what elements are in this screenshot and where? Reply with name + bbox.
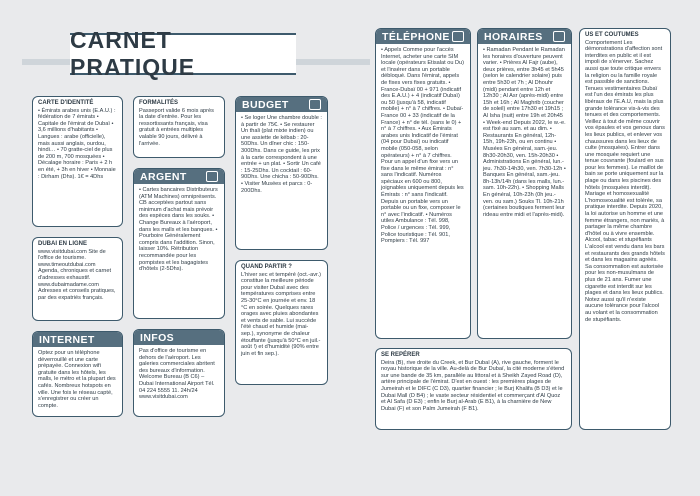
money-text: • Cartes bancaires Distributeurs (ATM Machines) omniprésents. CB acceptées partout sans minimum d'achat mais prévoir des espèces dans les souks. • Change Bureaux à l'aéroport, dans les malls et les banques. • Pourboire Généralement compris dans l'addition. Sinon, laisser 10%. Rétribution recommandée pour les pompistes et les bagagistes d'hôtels (2-5Dhs).	[139, 187, 218, 273]
budget-box	[235, 96, 328, 250]
money-box	[133, 168, 225, 319]
customs-title: US ET COUTUMES	[585, 32, 639, 38]
telephone-header	[376, 29, 470, 44]
info-header	[134, 330, 224, 345]
page-title	[70, 27, 296, 80]
identity-card-box	[32, 96, 123, 227]
money-title: ARGENT	[140, 170, 187, 183]
formalities-title: FORMALITÉS	[139, 100, 178, 106]
telephone-box	[375, 28, 471, 339]
identity-text: • Émirats arabes unis (E.A.U.) : fédération de 7 émirats • Capitale de l'émirat de Dubaï • 3,6 millions d'habitants • Langues : arabe (officielle), mais aussi anglais, ourdou, hindi… • 70 gratte-ciel de plus de 200 m, 700 mosquées • Décalage horaire : Paris + 2 h en été, + 3h en hiver • Monnaie : Dirham (Dhs). 1€ = 4Dhs	[38, 107, 116, 180]
online-text: www.visitdubai.com Site de l'office de tourisme. www.timeoutdubai.com Agenda, chroniques et carnet d'adresses exhaustif. www.dubaimadame.com Adresses et conseils pratiques, par des expatriés français.	[38, 248, 116, 301]
budget-text: • Se loger Une chambre double : à partir de 75€. • Se restaurer Un thali (plat mixte indien) ou une assiette de kébab : 20-50Dhs. Un dîner chic : 150-300Dhs. Dans ce guide, les prix à la carte correspondent à une entrée + un plat. • Sortir Un café : 15-25Dhs. Un cocktail : 60-90Dhs. Une chicha : 50-90Dhs. • Visiter Musées et parcs : 0-200Dhs.	[241, 115, 322, 194]
orientation-title: SE REPÉRER	[381, 352, 420, 358]
internet-box	[32, 331, 123, 417]
hours-title: HORAIRES	[484, 30, 543, 43]
page-title-text: CARNET PRATIQUE	[70, 27, 196, 80]
when-to-go-text: L'hiver sec et tempéré (oct.-avr.) constitue la meilleure période pour visiter Dubaï avec des températures comprises entre 25-30°C en journée et env. 18 °C en soirée. Quelques rares orages avec pluies abondantes et vents de sable. Lui succède l'été chaud et humide (mai-sep.), synonyme de chaleur étouffante (jusqu'à 50°C en juil.-août !) et d'humidité (90% entre juin et fin sep.).	[241, 271, 322, 357]
telephone-title: TÉLÉPHONE	[382, 30, 450, 43]
internet-text: Optez pour un téléphone déverrouillé et une carte prépayée. Connexion wifi gratuite dans les hôtels, les malls, le métro et la plupart des cafés. Nombreux hotspots en ville. Une fois le réseau capté, s'enregistrer ou créer un compte.	[38, 350, 116, 409]
customs-text: Comportement Les démonstrations d'affection sont interdites en public et il est impoli de s'énerver. Sachez aussi que toute critique envers la religion ou la famille royale est passible de sanctions. Tenues vestimentaires Dubaï est l'un des émirats les plus libéraux de l'E.A.U, mais la plus grande tolérance vis-à-vis des tenues et des comportements. Veillez à tout de même couvrir vos épaules et vos genoux dans les lieux publics, et enlever vos chaussures dans les lieux de culte (mosquées). Entrer dans une mosquée requiert une tenue couvrante (foulard en sus pour les femmes). Le maillot de bain se porte uniquement sur la plage ou dans les piscines des hôtels (mosquées interdit). Mariage et homosexualité L'homosexualité est tolérée, sa pratique interdite. Depuis 2020, la loi autorise un homme et une femme étrangers, non mariés, à partager la même chambre d'hôtel ou à vivre ensemble. Alcool, tabac et stupéfiants L'alcool est vendu dans les bars et restaurants des grands hôtels et dans les magasins agréés. Sa consommation est autorisée pour les non-musulmans de plus de 21 ans. Fumer une cigarette est interdit sur les plages et dans les lieux publics. Notez aussi qu'il n'existe aucune tolérance pour l'alcool au volant et la consommation de stupéfiants.	[585, 39, 665, 323]
internet-header	[33, 332, 122, 347]
online-box	[32, 237, 123, 321]
customs-box	[579, 28, 671, 430]
wallet-icon	[206, 171, 218, 182]
piggy-bank-icon	[309, 99, 321, 110]
formalities-text: Passeport valide 6 mois après la date d'entrée. Pour les ressortissants français, visa gratuit à entrées multiples valable 90 jours, délivré à l'arrivée.	[139, 107, 214, 147]
when-to-go-title: QUAND PARTIR ?	[241, 264, 292, 270]
phone-icon	[452, 31, 464, 42]
hours-text: • Ramadan Pendant le Ramadan les horaires d'ouverture peuvent varier. • Prières Al Fajr (aube), deux prières, entre 3h45 et 5h45 (selon le calendrier solaire) puis entre 5h30 et 7h ; Al Dhouhr (midi) pendant entre 12h et 12h30 ; Al Asr (après-midi) entre 15h et 16h ; Al Maghrib (coucher de soleil) entre 17h30 et 19h15 ; Al Isha (nuit) entre 19h et 20h45 • Week-end Depuis 2022, le w.-e. est fixé au sam. et au dim. • Restaurants En général, 12h-15h, 19h-23h, ou en continu • Musées En général, sam.-jeu. 8h30-20h30, ven. 15h-20h30 • Administrations En général, lun.-jeu. 7h30-14h30, ven. 7h30-12h • Banques En général, sam.-jeu. 8h-13h/14h (dans les malls, lun.-sam. 10h-22h). • Shopping Malls En général, 10h-23h (0h jeu.-ven. ou sam.) Souks Tl. 10h-21h (certaines boutiques ferment leur rideau entre midi et l'après-midi).	[483, 47, 566, 218]
telephone-text: • Appels Comme pour l'accès Internet, acheter une carte SIM locale (opérateurs Etisalat ou Du) et l'insérer dans un portable débloqué. Dans l'émirat, appels de fixes vers fixes gratuits. • France-Dubaï 00 + 971 (indicatif des E.A.U.) + 4 (indicatif Dubaï) ou 50 (jusqu'à 58, indicatif mobile) + n° à 7 chiffres. • Dubaï-France 00 + 33 (indicatif de la France) + n° de tél. (sans le 0) + n° à 7 chiffres. • Aux Émirats arabes unis Indicatif de l'émirat (04 pour Dubaï) ou indicatif mobile (050-058, selon opérateurs) + n° à 7 chiffres. Pour un appel d'un fixe vers un fixe dans le même émirat : n° sans l'indicatif. Numéros spéciaux en 600 ou 800, joignables uniquement depuis les Émirats : n° sans l'indicatif. Depuis un portable vers un portable ou un fixe, composer le n° avec l'indicatif. • Numéros utiles Ambulance : Tél. 998, Police / urgences : Tél. 999, Police touristique : Tél. 901, Pompiers : Tél. 997	[381, 47, 465, 245]
hours-header	[478, 29, 571, 44]
info-box	[133, 329, 225, 417]
hours-box	[477, 28, 572, 339]
budget-title: BUDGET	[242, 98, 289, 111]
info-text: Pas d'office de tourisme en dehors de l'aéroport. Les galeries commerciales abritent des bureaux d'information. Welcome Bureau (B C6) – Dubai International Airport Tél. 04 224 5555 11. 24h/24 www.visitdubai.com	[139, 348, 215, 401]
online-title: DUBAI EN LIGNE	[38, 241, 88, 247]
identity-title: CARTE D'IDENTITÉ	[38, 100, 94, 106]
internet-title: INTERNET	[39, 333, 95, 346]
orientation-text: Deira (B), rive droite du Creek, et Bur Dubaï (A), rive gauche, forment le noyau historique de la ville. Au-delà de Bur Dubaï, la cité moderne s'étend sur une bande de 35 km, parallèle au littoral et à Sheikh Zayed Road (D), artère principale de l'émirat. D'est en ouest : les premières plages de Jumeirah et le DIFC (C D3), quartier financier ; le Burj Khalifa (B D3) et le Dubai Mall (D B4) ; le vaste secteur résidentiel et commerçant d'Al Quoz et Al Safa (D E3) ; enfin le Burj al-Arab (E B1), à la charnière de New Dubai (F) et son Palm Jumeirah (F B1).	[381, 359, 565, 412]
formalities-box	[133, 96, 225, 158]
clock-icon	[553, 31, 565, 42]
when-to-go-box	[235, 260, 328, 385]
budget-header	[236, 97, 327, 112]
info-title: INFOS	[140, 331, 175, 344]
money-header	[134, 169, 224, 184]
orientation-box	[375, 348, 572, 430]
